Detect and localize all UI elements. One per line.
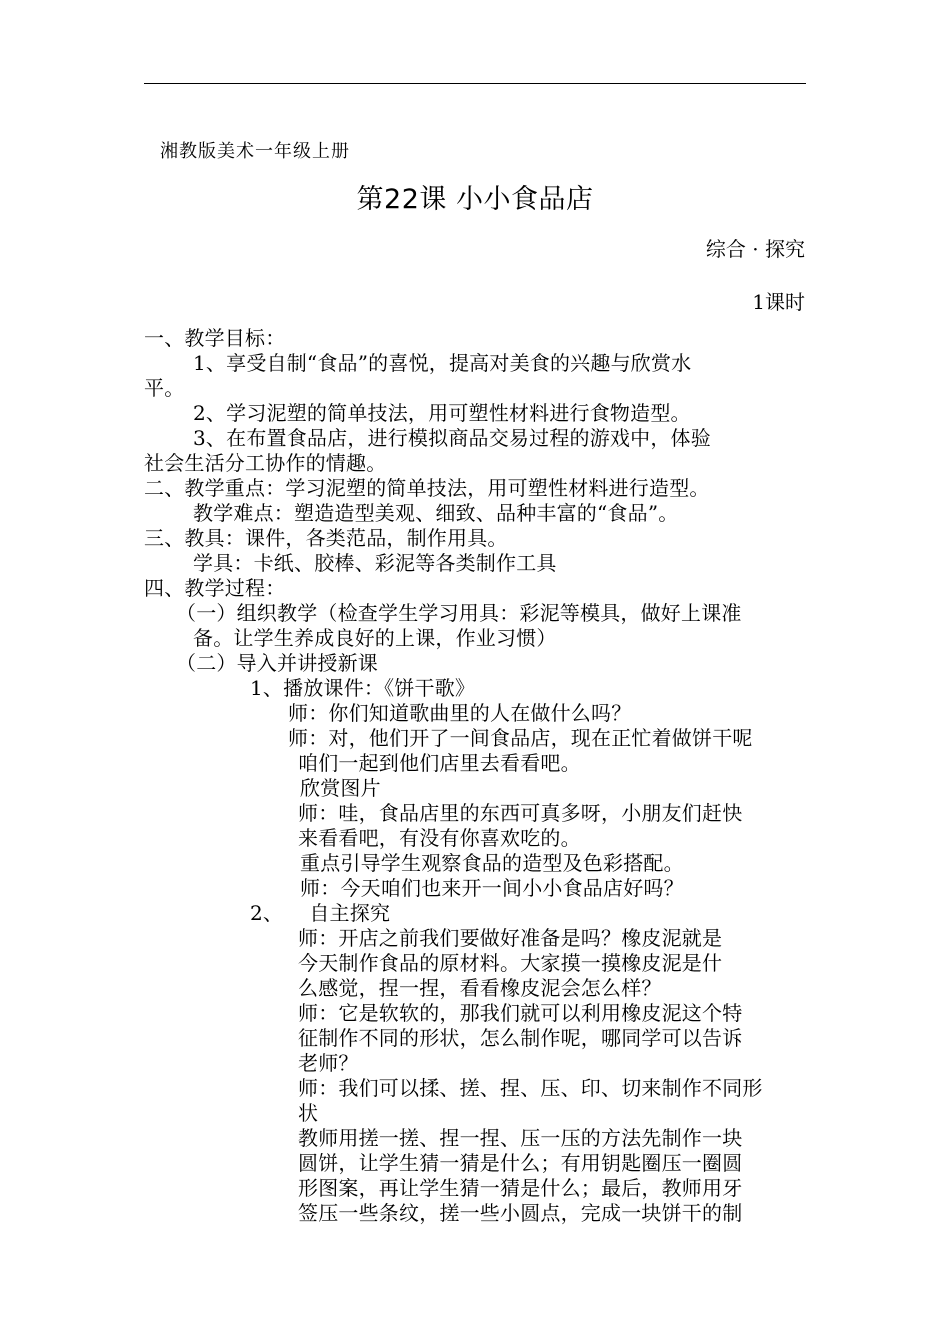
body-line: 圆饼，让学生猜一猜是什么；有用钥匙圈压一圈圆: [298, 1151, 743, 1175]
subsection-heading: 2、 自主探究: [250, 901, 391, 925]
body-line: 教师用搓一搓、捏一捏、压一压的方法先制作一块: [298, 1126, 743, 1150]
body-line: 师：我们可以揉、搓、捏、压、印、切来制作不同形: [298, 1076, 763, 1100]
body-line: 签压一些条纹，搓一些小圆点，完成一块饼干的制: [298, 1201, 743, 1225]
body-line: 学具：卡纸、胶棒、彩泥等各类制作工具: [193, 551, 557, 575]
body-line: 今天制作食品的原材料。大家摸一摸橡皮泥是什: [298, 951, 723, 975]
body-line: 1、播放课件：《饼干歌》: [250, 676, 476, 700]
subject-label: 湘教版美术一年级上册: [160, 141, 350, 162]
body-line: 教学难点：塑造造型美观、细致、品种丰富的“食品”。: [193, 501, 679, 525]
section-heading-objectives: 一、教学目标：: [144, 326, 286, 350]
body-line: 社会生活分工协作的情趣。: [144, 451, 387, 475]
section-heading-teaching-aids: 三、教具：课件，各类范品，制作用具。: [144, 526, 508, 550]
body-line: 形图案，再让学生猜一猜是什么；最后，教师用牙: [298, 1176, 743, 1200]
body-line: 来看看吧，有没有你喜欢吃的。: [298, 826, 581, 850]
lesson-hours: 1课时: [752, 290, 805, 314]
body-line: 状: [298, 1101, 319, 1125]
body-line: 师：它是软软的，那我们就可以利用橡皮泥这个特: [298, 1001, 743, 1025]
body-line: 师：开店之前我们要做好准备是吗？橡皮泥就是: [298, 926, 723, 950]
body-line: 重点引导学生观察食品的造型及色彩搭配。: [300, 851, 684, 875]
body-line: 师：对，他们开了一间食品店，现在正忙着做饼干呢: [288, 726, 753, 750]
body-line: 师：哇，食品店里的东西可真多呀，小朋友们赶快: [298, 801, 743, 825]
subsection-heading: （二）导入并讲授新课: [176, 651, 378, 675]
body-line: 3、在布置食品店，进行模拟商品交易过程的游戏中，体验: [193, 426, 711, 450]
lesson-title: 第22课 小小食品店: [356, 184, 594, 215]
body-line: 备。让学生养成良好的上课，作业习惯）: [193, 626, 557, 650]
body-line: 老师？: [298, 1051, 359, 1075]
body-line: （一）组织教学（检查学生学习用具：彩泥等模具，做好上课准: [176, 601, 742, 625]
body-line: 么感觉，捏一捏，看看橡皮泥会怎么样？: [298, 976, 662, 1000]
section-heading-process: 四、教学过程：: [144, 576, 286, 600]
section-heading-key-points: 二、教学重点：学习泥塑的简单技法，用可塑性材料进行造型。: [144, 476, 710, 500]
header-rule: [144, 83, 806, 84]
lesson-category: 综合 · 探究: [705, 237, 805, 261]
body-line: 平。: [144, 376, 185, 400]
body-line: 咱们一起到他们店里去看看吧。: [298, 751, 581, 775]
body-line: 1、享受自制“食品”的喜悦，提高对美食的兴趣与欣赏水: [193, 351, 692, 375]
body-line: 师：今天咱们也来开一间小小食品店好吗？: [300, 876, 684, 900]
body-line: 征制作不同的形状，怎么制作呢，哪同学可以告诉: [298, 1026, 743, 1050]
body-line: 2、学习泥塑的简单技法，用可塑性材料进行食物造型。: [193, 401, 691, 425]
body-line: 师：你们知道歌曲里的人在做什么吗？: [288, 701, 632, 725]
body-line: 欣赏图片: [300, 776, 381, 800]
